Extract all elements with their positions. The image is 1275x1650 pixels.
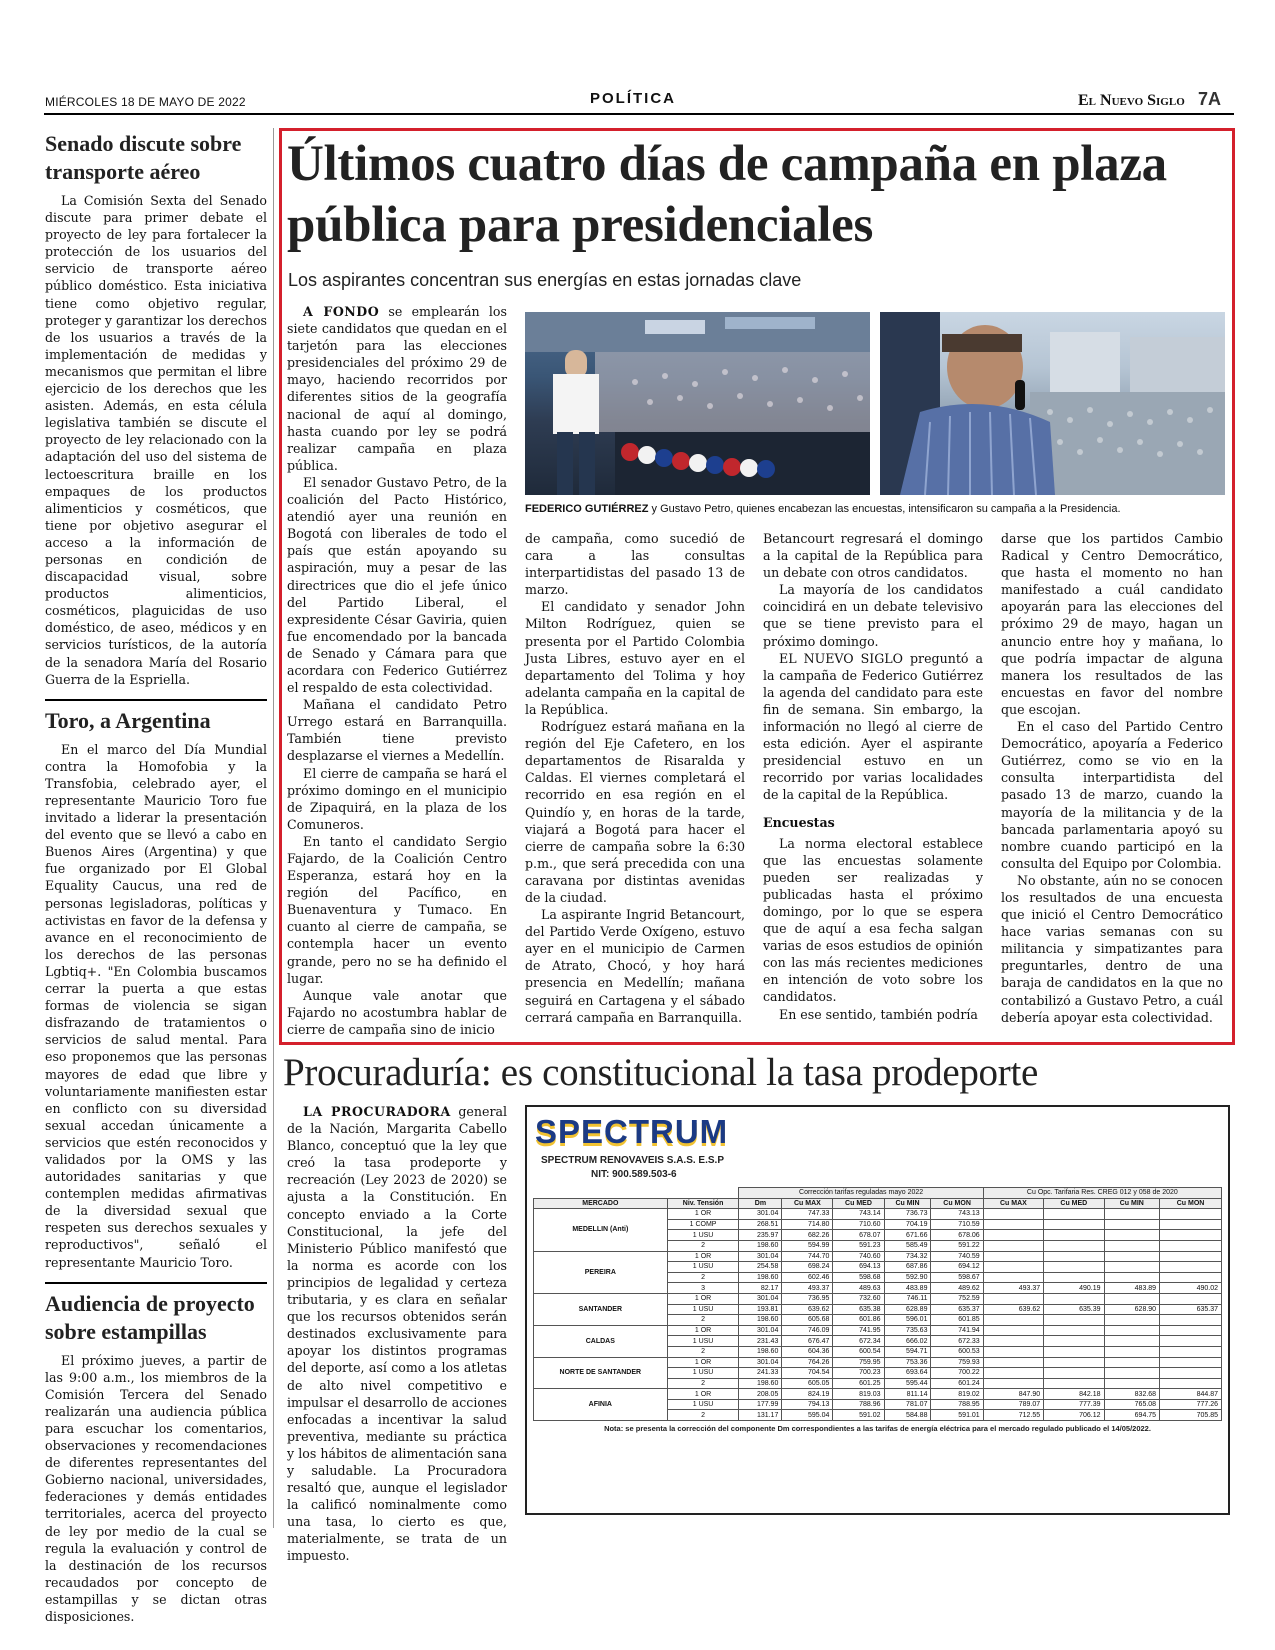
rate-cell [1104, 1346, 1160, 1357]
rate-cell: 694.13 [833, 1262, 884, 1273]
rate-cell: 198.60 [739, 1240, 782, 1251]
sidebar-title-transporte: Senado discute sobre transporte aéreo [45, 131, 242, 184]
story-subhead: Encuestas [763, 814, 835, 830]
rate-table [533, 1187, 1222, 1421]
rate-cell: 700.22 [931, 1368, 983, 1379]
rate-cell [1104, 1315, 1160, 1326]
tension-level-cell: 1 OR [667, 1209, 739, 1220]
rate-cell: 832.68 [1104, 1389, 1160, 1400]
photo-gutierrez [525, 312, 870, 495]
rate-cell [1044, 1368, 1104, 1379]
story-paragraph: Betancourt regresará el domingo a la capital de la República para un debate con otros candidatos. [763, 531, 983, 581]
rate-cell [1044, 1325, 1104, 1336]
rate-cell: 712.55 [983, 1410, 1043, 1421]
rate-cell [1044, 1240, 1104, 1251]
story-paragraph: Mañana el candidato Petro Urrego estará en Barranquilla. También tiene previsto desplazarse el viernes a Medellín. [287, 697, 507, 764]
rate-cell: 714.80 [782, 1219, 833, 1230]
procuraduria-paragraph: general de la Nación, Margarita Cabello Blanco, conceptuó que la ley que creó la tasa prodeporte y recreación (Ley 2023 de 2020) se ajusta a la Constitución. En concepto enviado a la Corte Constitucional, la jefe del Ministerio Público manifestó que la norma es acorde con los principios de legalidad y certeza tributaria, y es clara en señalar que los recursos obtenidos serán destinados exclusivamente para apoyar los distintos programas del deporte, así como a los atletas de alto nivel competitivo e impulsar el desarrollo de acciones enfocadas a incentivar la salud preventiva, mediante su práctica y los hábitos de alimentación sana y saludable. La Procuradora resaltó que, aunque el legislador la calificó nominalmente como una tasa, lo cierto es que, materialmente, se trata de un impuesto. [287, 1104, 507, 1564]
rate-cell: 584.88 [884, 1410, 931, 1421]
rate-cell: 788.96 [833, 1399, 884, 1410]
procuraduria-lead: LA PROCURADORA [303, 1104, 451, 1119]
rate-cell [983, 1230, 1043, 1241]
tension-level-cell: 3 [667, 1283, 739, 1294]
sidebar-paragraph: La Comisión Sexta del Senado discute para primer debate el proyecto de ley para fortalecer la protección de los usuarios del servicio de transporte aéreo público doméstico. Esta iniciativa tiene como objetivo regular, proteger y garantizar los derechos de los usuarios a través de la implementación de medidas y mecanismos que permitan el libre ejercicio de los derechos que les asisten. Además, en esta célula legislativa también se discute el proyecto de ley relacionado con la adaptación del uso del sistema de lectoescritura braille en los empaques de los productos alimenticios y cosméticos, que tiene por objetivo asegurar el acceso a la información de personas en condición de discapacidad visual, sobre productos alimenticios, cosméticos, plaguicidas de uso doméstico, de aseo, médicos y en servicios turísticos, de la autoría de la senadora María del Rosario Guerra de la Espriella. [45, 193, 267, 687]
rate-cell: 741.94 [931, 1325, 983, 1336]
rate-cell [1104, 1251, 1160, 1262]
procuraduria-headline: Procuraduría: es constitucional la tasa prodeporte [283, 1051, 1038, 1094]
table-column-header: Cu MON [931, 1198, 983, 1209]
tension-level-cell: 1 OR [667, 1293, 739, 1304]
rate-cell: 710.60 [833, 1219, 884, 1230]
rate-cell: 635.38 [833, 1304, 884, 1315]
table-column-header: Cu MON [1160, 1198, 1222, 1209]
ad-note: Nota: se presenta la corrección del componente Dm correspondientes a las tarifas de energía eléctrica para el mercado regulado publicado el 14/05/2022. [604, 1424, 1151, 1434]
rate-cell: 706.12 [1044, 1410, 1104, 1421]
rate-cell: 842.18 [1044, 1389, 1104, 1400]
rate-cell: 698.24 [782, 1262, 833, 1273]
rate-cell: 628.89 [884, 1304, 931, 1315]
rate-cell [983, 1378, 1043, 1389]
rate-cell: 710.59 [931, 1219, 983, 1230]
rate-cell: 746.11 [884, 1293, 931, 1304]
story-paragraph: El cierre de campaña se hará el próximo domingo en el municipio de Zipaquirá, en la plaza de los Comuneros. [287, 765, 507, 832]
tension-level-cell: 1 USU [667, 1262, 739, 1273]
rate-cell [1044, 1315, 1104, 1326]
market-name: AFINIA [534, 1389, 668, 1421]
tension-level-cell: 1 OR [667, 1389, 739, 1400]
spectrum-logo [535, 1115, 728, 1149]
rate-cell: 301.04 [739, 1209, 782, 1220]
rate-cell: 493.37 [782, 1283, 833, 1294]
market-name: CALDAS [534, 1325, 668, 1357]
rate-cell [983, 1251, 1043, 1262]
rate-cell [1104, 1219, 1160, 1230]
rate-cell: 235.97 [739, 1230, 782, 1241]
rate-cell: 844.87 [1160, 1389, 1222, 1400]
rate-cell: 489.62 [931, 1283, 983, 1294]
tension-level-cell: 1 OR [667, 1357, 739, 1368]
rate-cell: 635.37 [931, 1304, 983, 1315]
rate-cell [1044, 1219, 1104, 1230]
rate-cell: 671.66 [884, 1230, 931, 1241]
sidebar-divider [45, 699, 267, 701]
rate-cell: 254.58 [739, 1262, 782, 1273]
rate-cell: 753.36 [884, 1357, 931, 1368]
rate-cell: 592.90 [884, 1272, 931, 1283]
rate-cell: 694.12 [931, 1262, 983, 1273]
rate-cell [1104, 1336, 1160, 1347]
table-column-header: Cu MED [1044, 1198, 1104, 1209]
rate-cell: 687.86 [884, 1262, 931, 1273]
story-paragraph: En tanto el candidato Sergio Fajardo, de la Coalición Centro Esperanza, estará hoy en la región del Pacífico, en Buenaventura y Tumaco. En cuanto al cierre de campaña, se contempla hacer un evento grande, pero no se ha definido el lugar. [287, 833, 507, 986]
rate-cell [1160, 1262, 1222, 1273]
rate-cell [1160, 1219, 1222, 1230]
caption-text: y Gustavo Petro, quienes encabezan las encuestas, intensificaron su campaña a la Presidencia. [648, 503, 1121, 515]
rate-cell: 301.04 [739, 1293, 782, 1304]
rate-cell: 788.95 [931, 1399, 983, 1410]
rate-cell: 777.39 [1044, 1399, 1104, 1410]
tension-level-cell: 2 [667, 1410, 739, 1421]
rate-cell: 705.85 [1160, 1410, 1222, 1421]
table-row [534, 1325, 1222, 1336]
story-paragraph: La norma electoral establece que las encuestas solamente pueden ser realizadas y publicadas hasta el próximo domingo, por lo que se espera que de aquí a esa fecha salgan varias de esos estudios de opinión con las más recientes mediciones en intención de voto sobre los candidatos. [763, 835, 983, 1005]
rate-cell [983, 1240, 1043, 1251]
rate-cell [1160, 1325, 1222, 1336]
rate-cell: 741.95 [833, 1325, 884, 1336]
rate-cell [1160, 1240, 1222, 1251]
table-column-header: Cu MAX [782, 1198, 833, 1209]
story-paragraph: La mayoría de los candidatos coincidirá en un debate televisivo que se tiene previsto para el próximo domingo. [763, 582, 983, 649]
rate-cell [1044, 1357, 1104, 1368]
rate-cell: 483.89 [1104, 1283, 1160, 1294]
rate-cell [1104, 1357, 1160, 1368]
rate-cell: 693.64 [884, 1368, 931, 1379]
tension-level-cell: 1 USU [667, 1304, 739, 1315]
rate-cell: 639.62 [983, 1304, 1043, 1315]
rate-cell: 598.67 [931, 1272, 983, 1283]
table-row [534, 1389, 1222, 1400]
spectrum-logo-text: SPECTRUM [535, 1113, 729, 1150]
newspaper-name: El Nuevo Siglo [1078, 92, 1185, 109]
rate-cell [983, 1209, 1043, 1220]
column-rule [273, 128, 274, 1528]
rate-cell [1160, 1315, 1222, 1326]
rate-cell [983, 1262, 1043, 1273]
sidebar-body-toro [45, 741, 267, 1271]
rate-cell: 585.49 [884, 1240, 931, 1251]
rate-cell: 198.60 [739, 1346, 782, 1357]
sidebar-title-estampillas: Audiencia de proyecto sobre estampillas [45, 1290, 255, 1344]
rate-cell: 732.60 [833, 1293, 884, 1304]
rate-cell: 591.02 [833, 1410, 884, 1421]
table-column-header: Cu MIN [1104, 1198, 1160, 1209]
rate-cell: 777.26 [1160, 1399, 1222, 1410]
story-paragraph: En ese sentido, también podría [779, 1006, 978, 1022]
table-row [534, 1357, 1222, 1368]
rate-cell: 746.09 [782, 1325, 833, 1336]
rate-cell: 600.53 [931, 1346, 983, 1357]
rate-cell [1160, 1251, 1222, 1262]
tension-level-cell: 2 [667, 1346, 739, 1357]
rate-cell [1160, 1209, 1222, 1220]
rate-cell: 819.03 [833, 1389, 884, 1400]
rate-cell: 676.47 [782, 1336, 833, 1347]
story-paragraph: No obstante, aún no se conocen los resultados de una encuesta que inició el Centro Democrático hace varias semanas con su militancia y simpatizantes para preguntarles, dentro de una baraja de candidatos en la que no contabilizó a Gustavo Petro, a cuál debería apoyar esta colectividad. [1001, 872, 1223, 1025]
story-paragraph: Rodríguez estará mañana en la región del Eje Cafetero, en los departamentos de Risaralda y Caldas. El viernes completará el recorrido en esa región en el Quindío y, en horas de la tarde, viajará a Bogotá para hacer el cierre de campaña sobre la 6:30 p.m., que será precedida con una caravana por distintas avenidas de la ciudad. [525, 719, 745, 905]
rate-cell [1044, 1378, 1104, 1389]
rate-cell: 490.02 [1160, 1283, 1222, 1294]
story-paragraph: El senador Gustavo Petro, de la coalición del Pacto Histórico, atendió ayer una reunión en Bogotá con liberales de todo el país que están apoyando su aspiración, muy a pesar de las directrices que dio el jefe único del Partido Liberal, el expresidente César Gaviria, quien fue encomendado por la bancada de Senado y Cámara para que acordara con Federico Gutiérrez el respaldo de esta colectividad. [287, 474, 507, 696]
rate-cell: 208.05 [739, 1389, 782, 1400]
rate-cell [983, 1368, 1043, 1379]
spectrum-advertisement [525, 1105, 1230, 1515]
rate-cell [1104, 1240, 1160, 1251]
rate-cell: 596.01 [884, 1315, 931, 1326]
rate-cell: 694.75 [1104, 1410, 1160, 1421]
rate-cell: 601.86 [833, 1315, 884, 1326]
rate-cell: 82.17 [739, 1283, 782, 1294]
ad-company-name: SPECTRUM RENOVAVEIS S.A.S. E.S.P [541, 1155, 724, 1166]
sidebar [45, 130, 267, 1625]
market-name: MEDELLIN (Anti) [534, 1209, 668, 1251]
rate-cell: 639.62 [782, 1304, 833, 1315]
photo-petro-image [880, 312, 1225, 495]
tension-level-cell: 1 OR [667, 1325, 739, 1336]
market-name: SANTANDER [534, 1293, 668, 1325]
tension-level-cell: 2 [667, 1315, 739, 1326]
rate-cell: 198.60 [739, 1378, 782, 1389]
rate-cell [983, 1357, 1043, 1368]
rate-cell: 600.54 [833, 1346, 884, 1357]
rate-cell [983, 1272, 1043, 1283]
table-header-row [534, 1198, 1222, 1209]
rate-cell [1044, 1336, 1104, 1347]
rate-cell [1160, 1378, 1222, 1389]
rate-cell: 591.22 [931, 1240, 983, 1251]
rate-cell: 601.25 [833, 1378, 884, 1389]
rate-cell: 819.02 [931, 1389, 983, 1400]
sidebar-paragraph: En el marco del Día Mundial contra la Homofobia y la Transfobia, celebrado ayer, el representante Mauricio Toro fue invitado a liderar la presentación del evento que se llevó a cabo en Buenos Aires (Argentina) y que fue organizado por El Global Equality Caucus, una red de personas legisladoras, políticas y activistas en favor de la defensa y avance en el reconocimiento de los derechos de las personas Lgbtiq+. "En Colombia buscamos cerrar la puerta a que estas formas de violencia se sigan disfrazando de tratamientos o servicios de salud mental. Para eso proponemos que las personas mayores de edad que libre y voluntariamente manifiesten estar en conflicto con su diversidad sexual accedan únicamente a servicios que estén reconocidos y validados por la OMS y las autoridades sanitarias y que contemplen medidas afirmativas de la diversidad sexual que respeten sus derechos sexuales y reproductivos", señaló el representante Mauricio Toro. [45, 741, 267, 1270]
rate-cell: 595.04 [782, 1410, 833, 1421]
sidebar-title-toro: Toro, a Argentina [45, 707, 211, 733]
rate-cell: 591.23 [833, 1240, 884, 1251]
rate-cell [983, 1325, 1043, 1336]
market-name: NORTE DE SANTANDER [534, 1357, 668, 1389]
rate-cell: 594.99 [782, 1240, 833, 1251]
ad-nit: NIT: 900.589.503-6 [591, 1169, 677, 1180]
tension-level-cell: 1 USU [667, 1336, 739, 1347]
rate-cell: 704.54 [782, 1368, 833, 1379]
rate-cell: 794.13 [782, 1399, 833, 1410]
rate-cell: 605.68 [782, 1315, 833, 1326]
rate-cell: 594.71 [884, 1346, 931, 1357]
rate-cell: 735.63 [884, 1325, 931, 1336]
rate-cell [983, 1346, 1043, 1357]
sidebar-body-transporte [45, 192, 267, 688]
rate-cell [1044, 1272, 1104, 1283]
rate-cell: 759.93 [931, 1357, 983, 1368]
rate-cell [1104, 1293, 1160, 1304]
rate-cell [1160, 1230, 1222, 1241]
rate-cell: 628.90 [1104, 1304, 1160, 1315]
table-group-header: Cu Opc. Tarifaria Res. CREG 012 y 058 de 2020 [983, 1188, 1221, 1199]
rate-cell: 747.33 [782, 1209, 833, 1220]
market-name: PEREIRA [534, 1251, 668, 1293]
rate-cell: 682.26 [782, 1230, 833, 1241]
tension-level-cell: 1 OR [667, 1251, 739, 1262]
rate-cell: 301.04 [739, 1357, 782, 1368]
story-paragraph: Aunque vale anotar que Fajardo no acostumbra hablar de cierre de campaña sino de inicio [287, 987, 507, 1037]
rate-cell: 301.04 [739, 1325, 782, 1336]
story-paragraph: se emplearán los siete candidatos que quedan en el tarjetón para las elecciones presidenciales del próximo 29 de mayo, haciendo recorridos por diferentes sitios de la geografía nacional de aquí al domingo, hasta cuando por ley se podrá realizar campaña en plaza pública. [287, 304, 507, 473]
rate-cell: 231.43 [739, 1336, 782, 1347]
rate-cell [1104, 1262, 1160, 1273]
rate-cell: 635.39 [1044, 1304, 1104, 1315]
story-column-1 [287, 303, 507, 1038]
rate-cell: 604.36 [782, 1346, 833, 1357]
rate-cell: 591.01 [931, 1410, 983, 1421]
table-group-header: Corrección tarifas reguladas mayo 2022 [739, 1188, 983, 1199]
table-row [534, 1209, 1222, 1220]
rate-cell [1104, 1209, 1160, 1220]
tension-level-cell: 1 USU [667, 1230, 739, 1241]
rate-cell: 752.59 [931, 1293, 983, 1304]
page-number: 7A [1198, 89, 1222, 109]
photo-petro [880, 312, 1225, 495]
story-column-3 [763, 530, 983, 1023]
rate-cell: 635.37 [1160, 1304, 1222, 1315]
rate-cell: 483.89 [884, 1283, 931, 1294]
rate-cell: 672.34 [833, 1336, 884, 1347]
rate-cell: 602.46 [782, 1272, 833, 1283]
table-column-header: Dm [739, 1198, 782, 1209]
rate-cell [1160, 1272, 1222, 1283]
rate-cell [1044, 1346, 1104, 1357]
rate-cell: 736.95 [782, 1293, 833, 1304]
tension-level-cell: 1 COMP [667, 1219, 739, 1230]
story-paragraph: EL NUEVO SIGLO preguntó a la campaña de Federico Gutiérrez la agenda del candidato para este fin de semana. Sin embargo, la información no llegó al cierre de esta edición. Ayer el aspirante presidencial estuvo en un recorrido por varias localidades de la capital de la República. [763, 650, 983, 803]
rate-cell: 268.51 [739, 1219, 782, 1230]
rate-cell: 704.19 [884, 1219, 931, 1230]
tension-level-cell: 1 USU [667, 1368, 739, 1379]
photo-caption [525, 503, 1225, 515]
rate-cell: 811.14 [884, 1389, 931, 1400]
rate-cell [983, 1293, 1043, 1304]
story-paragraph: La aspirante Ingrid Betancourt, del Partido Verde Oxígeno, estuvo ayer en el municipio de Carmen de Atrato, Chocó, y hoy hará presencia en Medellín; mañana seguirá en Cartagena y el sábado cerrará campaña en Barranquilla. [525, 907, 745, 1025]
rate-cell [1160, 1293, 1222, 1304]
table-column-header: Niv. Tensión [667, 1198, 739, 1209]
rate-cell [1104, 1230, 1160, 1241]
issue-date: MIÉRCOLES 18 DE MAYO DE 2022 [45, 95, 246, 109]
story-column-4 [1001, 530, 1223, 1026]
rate-cell: 734.32 [884, 1251, 931, 1262]
sidebar-paragraph: El próximo jueves, a partir de las 9:00 a.m., los miembros de la Comisión Tercera del Senado realizarán una audiencia pública para escuchar los comentarios, observaciones y recomendaciones de diferentes representantes del Gobierno nacional, universidades, federaciones y demás entidades territoriales, acerca del proyecto de ley por medio de la cual se regula la evaluación y control de la destinación de los recursos recaudados por concepto de estampillas y se dictan otras disposiciones. [45, 1352, 267, 1625]
rate-cell: 743.13 [931, 1209, 983, 1220]
sidebar-body-estampillas [45, 1352, 267, 1626]
rate-cell: 743.14 [833, 1209, 884, 1220]
table-column-header: Cu MAX [983, 1198, 1043, 1209]
rate-cell [1160, 1368, 1222, 1379]
table-row [534, 1251, 1222, 1262]
rate-cell: 765.08 [1104, 1399, 1160, 1410]
rate-cell [983, 1336, 1043, 1347]
rate-cell: 740.60 [833, 1251, 884, 1262]
story-paragraph: El candidato y senador John Milton Rodríguez, quien se presenta por el Partido Colombia Justa Libres, estuvo ayer en el departamento del Tolima y hoy adelanta campaña en la capital de la República. [525, 599, 745, 717]
rate-cell: 789.07 [983, 1399, 1043, 1410]
rate-cell: 759.95 [833, 1357, 884, 1368]
story-column-2 [525, 530, 745, 1026]
rate-cell [1044, 1209, 1104, 1220]
main-headline: Últimos cuatro días de campaña en plaza pública para presidenciales [287, 136, 1167, 253]
section-name: POLÍTICA [590, 90, 676, 107]
table-column-header: Cu MIN [884, 1198, 931, 1209]
caption-lead: FEDERICO GUTIÉRREZ [525, 503, 649, 515]
rate-cell [1160, 1346, 1222, 1357]
rate-cell [1104, 1378, 1160, 1389]
rate-cell [1104, 1272, 1160, 1283]
rate-cell: 847.90 [983, 1389, 1043, 1400]
header-rule [44, 113, 1234, 115]
rate-cell [1044, 1251, 1104, 1262]
rate-cell: 700.23 [833, 1368, 884, 1379]
rate-cell: 824.19 [782, 1389, 833, 1400]
rate-cell: 740.59 [931, 1251, 983, 1262]
rate-cell: 177.99 [739, 1399, 782, 1410]
rate-cell: 131.17 [739, 1410, 782, 1421]
rate-cell [1044, 1293, 1104, 1304]
rate-cell [1104, 1325, 1160, 1336]
story-paragraph: En el caso del Partido Centro Democrático, apoyaría a Federico Gutiérrez, como se vio en la consulta interpartidista del pasado 13 de marzo, cuando la mayoría de la militancia y de la bancada parlamentaria apoyó su nombre cuando participó en la consulta del Equipo por Colombia. [1001, 719, 1223, 871]
rate-cell: 601.85 [931, 1315, 983, 1326]
rate-cell: 678.06 [931, 1230, 983, 1241]
rate-cell [1044, 1230, 1104, 1241]
rate-cell: 493.37 [983, 1283, 1043, 1294]
photo-gutierrez-image [525, 312, 870, 495]
story-lead: A FONDO [303, 304, 380, 319]
rate-cell: 672.33 [931, 1336, 983, 1347]
rate-cell: 198.60 [739, 1315, 782, 1326]
rate-cell: 193.81 [739, 1304, 782, 1315]
rate-cell: 605.05 [782, 1378, 833, 1389]
rate-cell: 736.73 [884, 1209, 931, 1220]
rate-cell: 489.63 [833, 1283, 884, 1294]
table-row [534, 1293, 1222, 1304]
tension-level-cell: 2 [667, 1378, 739, 1389]
sidebar-divider [45, 1282, 267, 1284]
rate-cell: 241.33 [739, 1368, 782, 1379]
rate-cell: 198.60 [739, 1272, 782, 1283]
rate-cell: 490.19 [1044, 1283, 1104, 1294]
tension-level-cell: 2 [667, 1240, 739, 1251]
table-column-header: MERCADO [534, 1198, 668, 1209]
rate-cell [1160, 1336, 1222, 1347]
rate-cell: 666.02 [884, 1336, 931, 1347]
main-subheadline: Los aspirantes concentran sus energías en estas jornadas clave [288, 270, 802, 290]
tension-level-cell: 1 USU [667, 1399, 739, 1410]
rate-cell: 744.70 [782, 1251, 833, 1262]
rate-cell: 601.24 [931, 1378, 983, 1389]
rate-cell: 595.44 [884, 1378, 931, 1389]
rate-cell: 678.07 [833, 1230, 884, 1241]
story-paragraph: darse que los partidos Cambio Radical y Centro Democrático, que hasta el momento no han manifestado a cuál candidato apoyarán para las elecciones del próximo 29 de mayo, hagan un anuncio entre hoy y mañana, lo que podría impactar de alguna manera los resultados de las encuestas en favor del nombre que escojan. [1001, 531, 1223, 717]
story-paragraph: de campaña, como sucedió de cara a las consultas interpartidistas del pasado 13 de marzo. [525, 531, 745, 598]
rate-cell [1160, 1357, 1222, 1368]
rate-cell [1044, 1262, 1104, 1273]
rate-cell [983, 1315, 1043, 1326]
procuraduria-body [287, 1103, 507, 1565]
rate-cell: 598.68 [833, 1272, 884, 1283]
tension-level-cell: 2 [667, 1272, 739, 1283]
rate-cell: 781.07 [884, 1399, 931, 1410]
rate-cell [1104, 1368, 1160, 1379]
table-column-header: Cu MED [833, 1198, 884, 1209]
rate-cell [983, 1219, 1043, 1230]
rate-cell: 764.26 [782, 1357, 833, 1368]
rate-cell: 301.04 [739, 1251, 782, 1262]
